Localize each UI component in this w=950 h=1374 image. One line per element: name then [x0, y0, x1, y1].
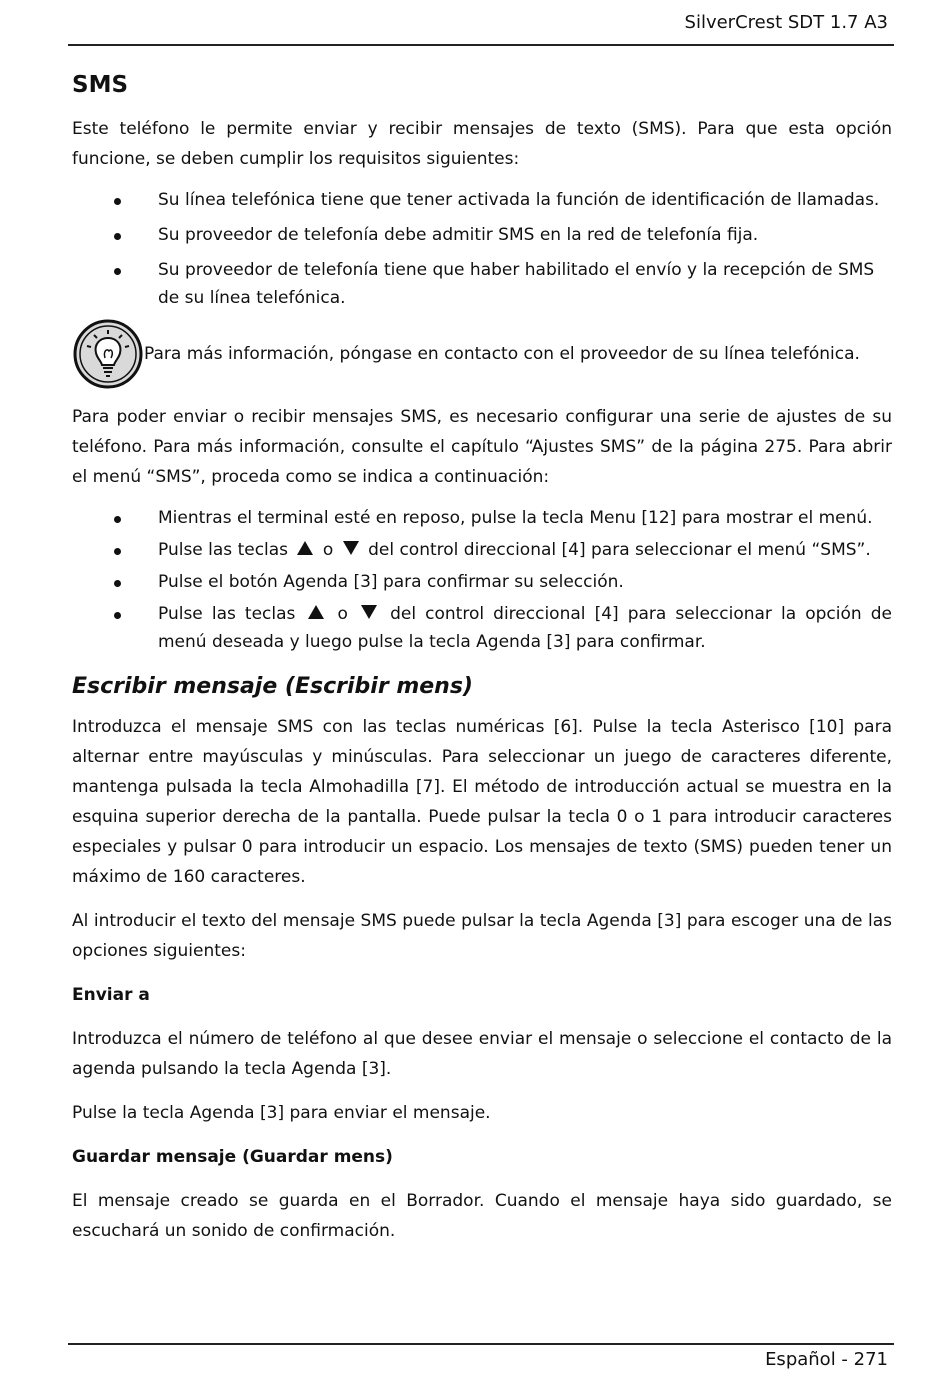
bullet-icon: [114, 612, 121, 619]
arrow-up-icon: [297, 541, 313, 555]
tip-text: Para más información, póngase en contacto con el proveedor de su línea telefónica.: [144, 344, 860, 364]
page-footer: Español - 271: [765, 1349, 888, 1370]
section-heading-sms: SMS: [72, 72, 129, 98]
list-item: Su proveedor de telefonía tiene que haber habilitado el envío y la recepción de SMS de su línea telefónica.: [72, 256, 892, 312]
options-paragraph: Al introducir el texto del mensaje SMS puede pulsar la tecla Agenda [3] para escoger una de las opciones siguientes:: [72, 911, 892, 961]
section-heading-write: Escribir mensaje (Escribir mens): [72, 674, 473, 699]
list-item: Pulse las teclas o del control direccional [4] para seleccionar el menú “SMS”.: [72, 536, 892, 564]
arrow-down-icon: [343, 541, 359, 555]
list-item: Su línea telefónica tiene que tener activada la función de identificación de llamadas.: [72, 186, 892, 214]
bullet-icon: [114, 548, 121, 555]
bullet-icon: [114, 233, 121, 240]
bullet-icon: [114, 198, 121, 205]
page-content: [72, 68, 892, 1246]
config-text: Para poder enviar o recibir mensajes SMS, es necesario configurar una serie de ajustes de su teléfono. Para más información, consulte el capítulo “Ajustes SMS” de la página 275. Para abrir el menú “SMS”, proceda como se indica a continuación:: [72, 407, 892, 487]
list-item: Su proveedor de telefonía debe admitir SMS en la red de telefonía fija.: [72, 221, 892, 249]
sms-intro: Este teléfono le permite enviar y recibir mensajes de texto (SMS). Para que esta opción funcione, se deben cumplir los requisitos siguientes:: [72, 119, 892, 169]
write-paragraph: Introduzca el mensaje SMS con las teclas numéricas [6]. Pulse la tecla Asterisco [10] para alternar entre mayúsculas y minúsculas. Para seleccionar un juego de caracteres diferente, mantenga pulsada la tecla Almohadilla [7]. El método de introducción actual se muestra en la esquina superior derecha de la pantalla. Puede pulsar la tecla 0 o 1 para introducir caracteres especiales y pulsar 0 para introducir un espacio. Los mensajes de texto (SMS) pueden tener un máximo de 160 caracteres.: [72, 717, 892, 887]
bullet-icon: [114, 580, 121, 587]
arrow-down-icon: [361, 605, 377, 619]
header-rule: [68, 44, 894, 46]
subheading-save: Guardar mensaje (Guardar mens): [72, 1147, 393, 1167]
send-confirm-paragraph: Pulse la tecla Agenda [3] para enviar el mensaje.: [72, 1103, 491, 1123]
subheading-send: Enviar a: [72, 985, 150, 1005]
requirements-list: [72, 186, 892, 312]
footer-rule: [68, 1343, 894, 1345]
list-item: Pulse las teclas o del control direccional [4] para seleccionar la opción de menú deseada y luego pulse la tecla Agenda [3] para confirmar.: [72, 600, 892, 656]
list-item: Mientras el terminal esté en reposo, pulse la tecla Menu [12] para mostrar el menú.: [72, 504, 892, 532]
tip-box: [72, 318, 892, 390]
save-paragraph: El mensaje creado se guarda en el Borrador. Cuando el mensaje haya sido guardado, se escuchará un sonido de confirmación.: [72, 1191, 892, 1241]
bullet-icon: [114, 268, 121, 275]
bullet-icon: [114, 516, 121, 523]
lightbulb-icon: [72, 318, 144, 390]
send-paragraph: Introduzca el número de teléfono al que desee enviar el mensaje o seleccione el contacto de la agenda pulsando la tecla Agenda [3].: [72, 1029, 892, 1079]
running-header: SilverCrest SDT 1.7 A3: [684, 12, 888, 33]
arrow-up-icon: [308, 605, 324, 619]
steps-list: [72, 504, 892, 656]
list-item: Pulse el botón Agenda [3] para confirmar su selección.: [72, 568, 892, 596]
